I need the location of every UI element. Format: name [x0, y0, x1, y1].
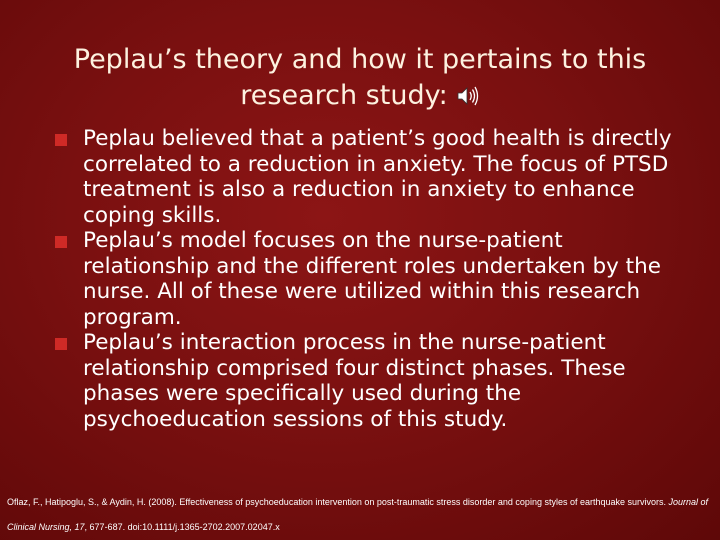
- bullet-text: Peplau believed that a patient’s good health is directly correlated to a reduction in anxiety. The focus of PTSD treatment is also a reduction in anxiety to enhance coping skills.: [83, 126, 672, 228]
- square-bullet-icon: [55, 134, 67, 146]
- square-bullet-icon: [55, 236, 67, 248]
- citation-authors: Oflaz, F., Hatipoglu, S., & Aydin, H. (2008). Effectiveness of psychoeducation intervention on post-traumatic stress disorder and coping styles of earthquake survivors.: [7, 497, 669, 507]
- bullet-item: [55, 228, 675, 330]
- citation-rest: , 677-687. doi:10.1111/j.1365-2702.2007.02047.x: [84, 522, 280, 532]
- square-bullet-icon: [55, 338, 67, 350]
- slide-title-text: Peplau’s theory and how it pertains to this research study:: [73, 44, 647, 111]
- bullet-text: Peplau’s model focuses on the nurse-patient relationship and the different roles undertaken by the nurse. All of these were utilized within this research program.: [83, 228, 661, 330]
- slide-title: [40, 42, 680, 114]
- bullet-item: [55, 126, 675, 228]
- bullet-item: [55, 330, 675, 432]
- citation: [7, 490, 713, 540]
- bullet-text: Peplau’s interaction process in the nurse-patient relationship comprised four distinct phases. These phases were specifically used during the psychoeducation sessions of this study.: [83, 330, 626, 432]
- speaker-icon[interactable]: [456, 81, 480, 103]
- bullet-list: [55, 126, 675, 432]
- citation-journal: Journal of Clinical Nursing, 17: [7, 497, 709, 532]
